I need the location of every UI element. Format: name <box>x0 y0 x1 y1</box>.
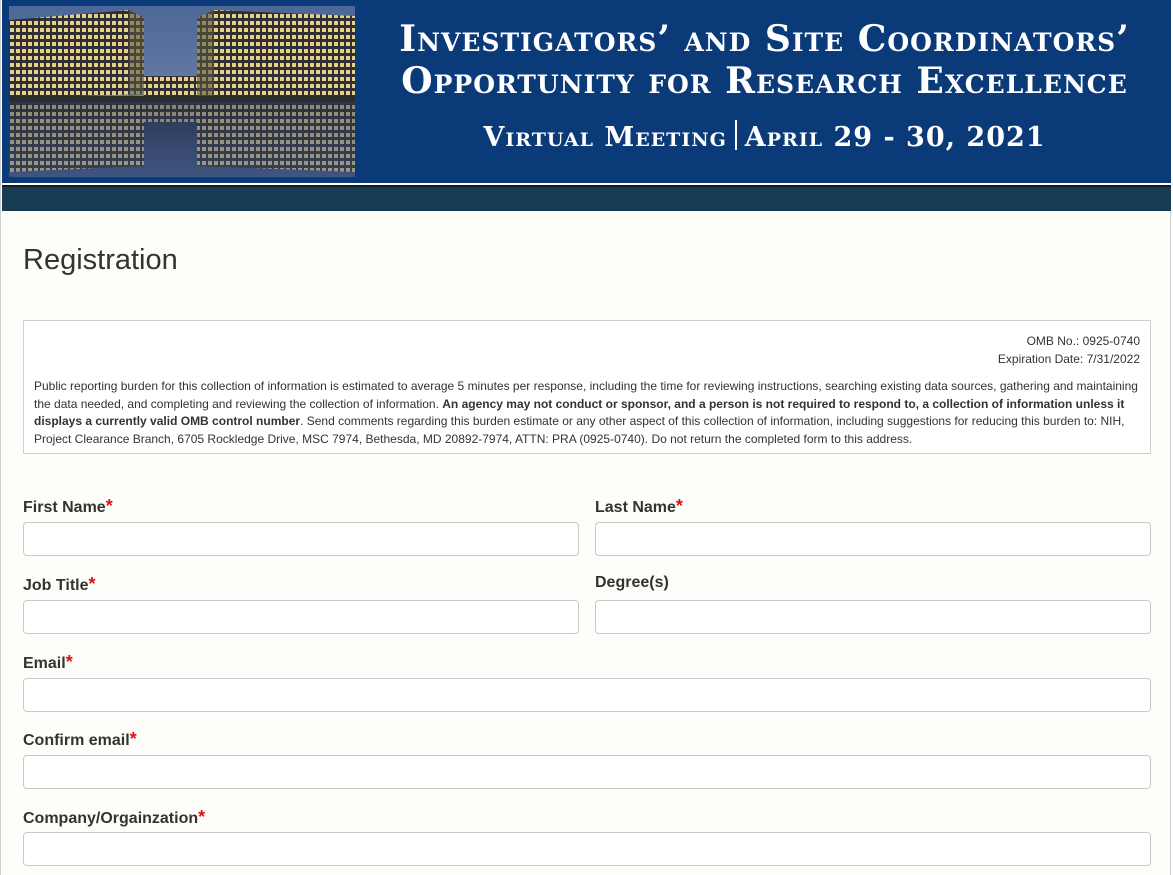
first-name-input[interactable] <box>23 522 579 556</box>
degrees-input[interactable] <box>595 600 1151 634</box>
required-marker: * <box>675 496 683 516</box>
required-marker: * <box>88 574 96 594</box>
degrees-label-text: Degree(s) <box>595 574 669 591</box>
burden-statement <box>34 378 1140 448</box>
email-label <box>23 652 73 673</box>
registration-content <box>2 211 1170 875</box>
omb-notice <box>23 320 1151 454</box>
meeting-type: Virtual Meeting <box>483 122 727 153</box>
nav-bar <box>2 187 1171 211</box>
last-name-label-text: Last Name <box>595 499 676 516</box>
required-marker: * <box>105 496 113 516</box>
company-label-text: Company/Orgainzation <box>23 810 199 827</box>
last-name-input[interactable] <box>595 522 1151 556</box>
first-name-label <box>23 496 113 517</box>
email-label-text: Email <box>23 655 66 672</box>
job-title-label <box>23 574 96 595</box>
conference-title-line2: Opportunity for Research Excellence <box>401 60 1128 102</box>
job-title-input[interactable] <box>23 600 579 634</box>
confirm-email-label <box>23 729 137 750</box>
company-input[interactable] <box>23 832 1151 866</box>
confirm-email-label-text: Confirm email <box>23 732 130 749</box>
omb-expiration: Expiration Date: 7/31/2022 <box>997 351 1140 366</box>
conference-subtitle <box>362 118 1167 158</box>
last-name-label <box>595 496 683 517</box>
building-photo <box>9 6 355 177</box>
required-marker: * <box>198 807 206 827</box>
job-title-label-text: Job Title <box>23 577 89 594</box>
omb-number: OMB No.: 0925-0740 <box>1026 334 1140 348</box>
first-name-label-text: First Name <box>23 499 106 516</box>
burden-text-bold: An agency may not conduct or sponsor, and a person is not required to respond to, a collection of information unless it displays a currently valid OMB control number <box>34 396 1125 428</box>
company-label <box>23 807 205 828</box>
subtitle-divider <box>735 120 737 150</box>
page-title: Registration <box>23 244 178 276</box>
required-marker: * <box>65 652 73 672</box>
conference-title-line1: Investigators’ and Site Coordinators’ <box>399 18 1130 60</box>
conference-title <box>362 18 1167 102</box>
meeting-dates: April 29 - 30, 2021 <box>744 122 1046 153</box>
required-marker: * <box>129 729 137 749</box>
degrees-label <box>595 574 669 592</box>
header-banner <box>2 0 1171 183</box>
confirm-email-input[interactable] <box>23 755 1151 789</box>
email-input[interactable] <box>23 678 1151 712</box>
burden-text-1: Public reporting burden for this collection of information is estimated to average 5 minutes per response, including the time for reviewing instructions, searching existing data sources, gathering and maintaining the data needed, and completing and reviewing the collection of information. <box>34 379 1138 411</box>
burden-text-2: . Send comments regarding this burden estimate or any other aspect of this collection of information, including suggestions for reducing this burden to: NIH, Project Clearance Branch, 6705 Rockledge Drive, MSC 7974, Bethesda, MD 20892-7974, ATTN: PRA (0925-0740). Do not return the completed form to this address. <box>34 414 1125 446</box>
